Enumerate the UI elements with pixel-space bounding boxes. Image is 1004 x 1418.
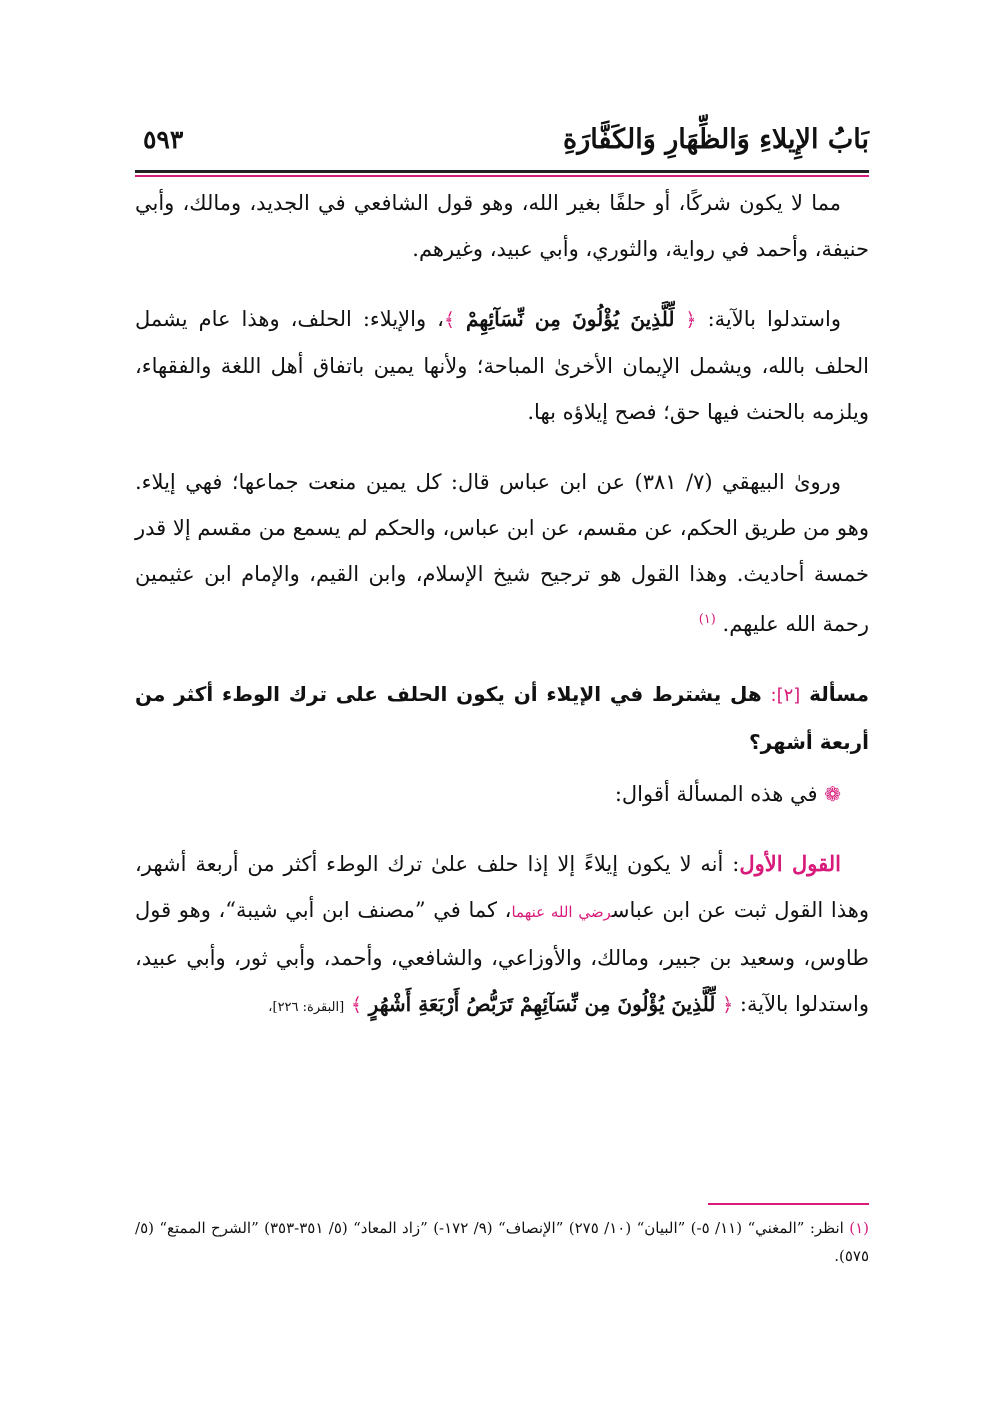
- honorific-glyph: رضي الله عنهما: [511, 903, 612, 921]
- header-rule: [135, 170, 869, 173]
- quran-verse: لِّلَّذِينَ يُؤْلُونَ مِن نِّسَآئِهِمْ: [466, 307, 675, 331]
- masala-question: هل يشترط في الإيلاء أن يكون الحلف على ترك الوطء أكثر من أربعة أشهر؟: [135, 682, 869, 754]
- ayah-bracket-open: ﴿: [685, 309, 697, 331]
- intro-text: في هذه المسألة أقوال:: [614, 782, 818, 806]
- paragraph-1-text: مما لا يكون شركًا، أو حلفًا بغير الله، وهو قول الشافعي في الجديد، ومالك، وأبي حنيفة، وأحمد في رواية، والثوري، وأبي عبيد، وغيرهم.: [135, 191, 869, 261]
- paragraph-2-text: ، والإيلاء: الحلف، وهذا عام يشمل الحلف بالله، ويشمل الإيمان الأخرىٰ المباحة؛ ولأنها يمين باتفاق أهل اللغة والفقهاء، ويلزمه بالحنث فيها حق؛ فصح إيلاؤه بها.: [135, 307, 869, 424]
- masala-heading: [135, 671, 869, 765]
- qawl-1-label: القول الأول: [739, 851, 841, 876]
- footnote-rule: [708, 1203, 869, 1205]
- paragraph-qawl-1: [135, 841, 869, 1031]
- quran-verse: لِّلَّذِينَ يُؤْلُونَ مِن نِّسَآئِهِمْ تَرَبُّصُ أَرْبَعَةِ أَشْهُرٍ: [368, 992, 716, 1016]
- page-header: [135, 120, 869, 164]
- ayah-reference: [البقرة: ٢٢٦]،: [268, 1000, 345, 1015]
- paragraph-3: [135, 459, 869, 647]
- chapter-title: بَابُ الإِيلاءِ وَالظِّهَارِ وَالكَفَّارَةِ: [563, 124, 869, 155]
- footnote-marker[interactable]: (١): [698, 612, 716, 627]
- qawl-1-text-a: : أنه لا يكون إيلاءً إلا إذا حلف علىٰ ترك الوطء أكثر من أربعة أشهر، وهذا القول ثبت عن ابن عباس: [135, 852, 869, 922]
- page-content: [135, 180, 869, 1031]
- footnote: [135, 1214, 869, 1270]
- qawl-1-text-b: ، كما في ”مصنف ابن أبي شيبة“، وهو قول طاوس، وسعيد بن جبير، ومالك، والأوزاعي، والشافعي، وأحمد، وأبي ثور، وأبي عبيد، واستدلوا بالآية:: [135, 898, 869, 1016]
- masala-label: مسألة: [809, 682, 870, 706]
- ayah-bracket-close: ﴾: [350, 994, 362, 1016]
- header-rule-accent: [135, 175, 869, 177]
- footnote-number: (١): [849, 1219, 870, 1237]
- paragraph-3-text: وروىٰ البيهقي (٧/ ٣٨١) عن ابن عباس قال: كل يمين منعت جماعها؛ فهي إيلاء. وهو من طريق الحكم، عن مقسم، عن ابن عباس، والحكم لم يسمع من مقسم إلا قدر خمسة أحاديث. وهذا القول هو ترجيح شيخ الإسلام، وابن القيم، والإمام ابن عثيمين رحمة الله عليهم.: [135, 470, 869, 636]
- intro-line: [135, 771, 869, 817]
- ayah-bracket-open: ﴿: [722, 994, 734, 1016]
- paragraph-2-intro: واستدلوا بالآية:: [707, 307, 841, 331]
- paragraph-1: [135, 180, 869, 272]
- masala-number: [٢]:: [770, 685, 801, 706]
- ayah-bracket-close: ﴾: [443, 309, 456, 331]
- page-number: ٥٩٣: [143, 125, 184, 154]
- footnote-text: انظر: ”المغني“ (١١/ ٥-) ”البيان“ (١٠/ ٢٧٥) ”الإنصاف“ (٩/ ١٧٢-) ”زاد المعاد“ (٥/ ٣٥١-٣٥٣) ”الشرح الممتع“ (٥/ ٥٧٥).: [135, 1219, 869, 1265]
- flower-icon: ❁: [824, 782, 841, 806]
- paragraph-2: [135, 296, 869, 435]
